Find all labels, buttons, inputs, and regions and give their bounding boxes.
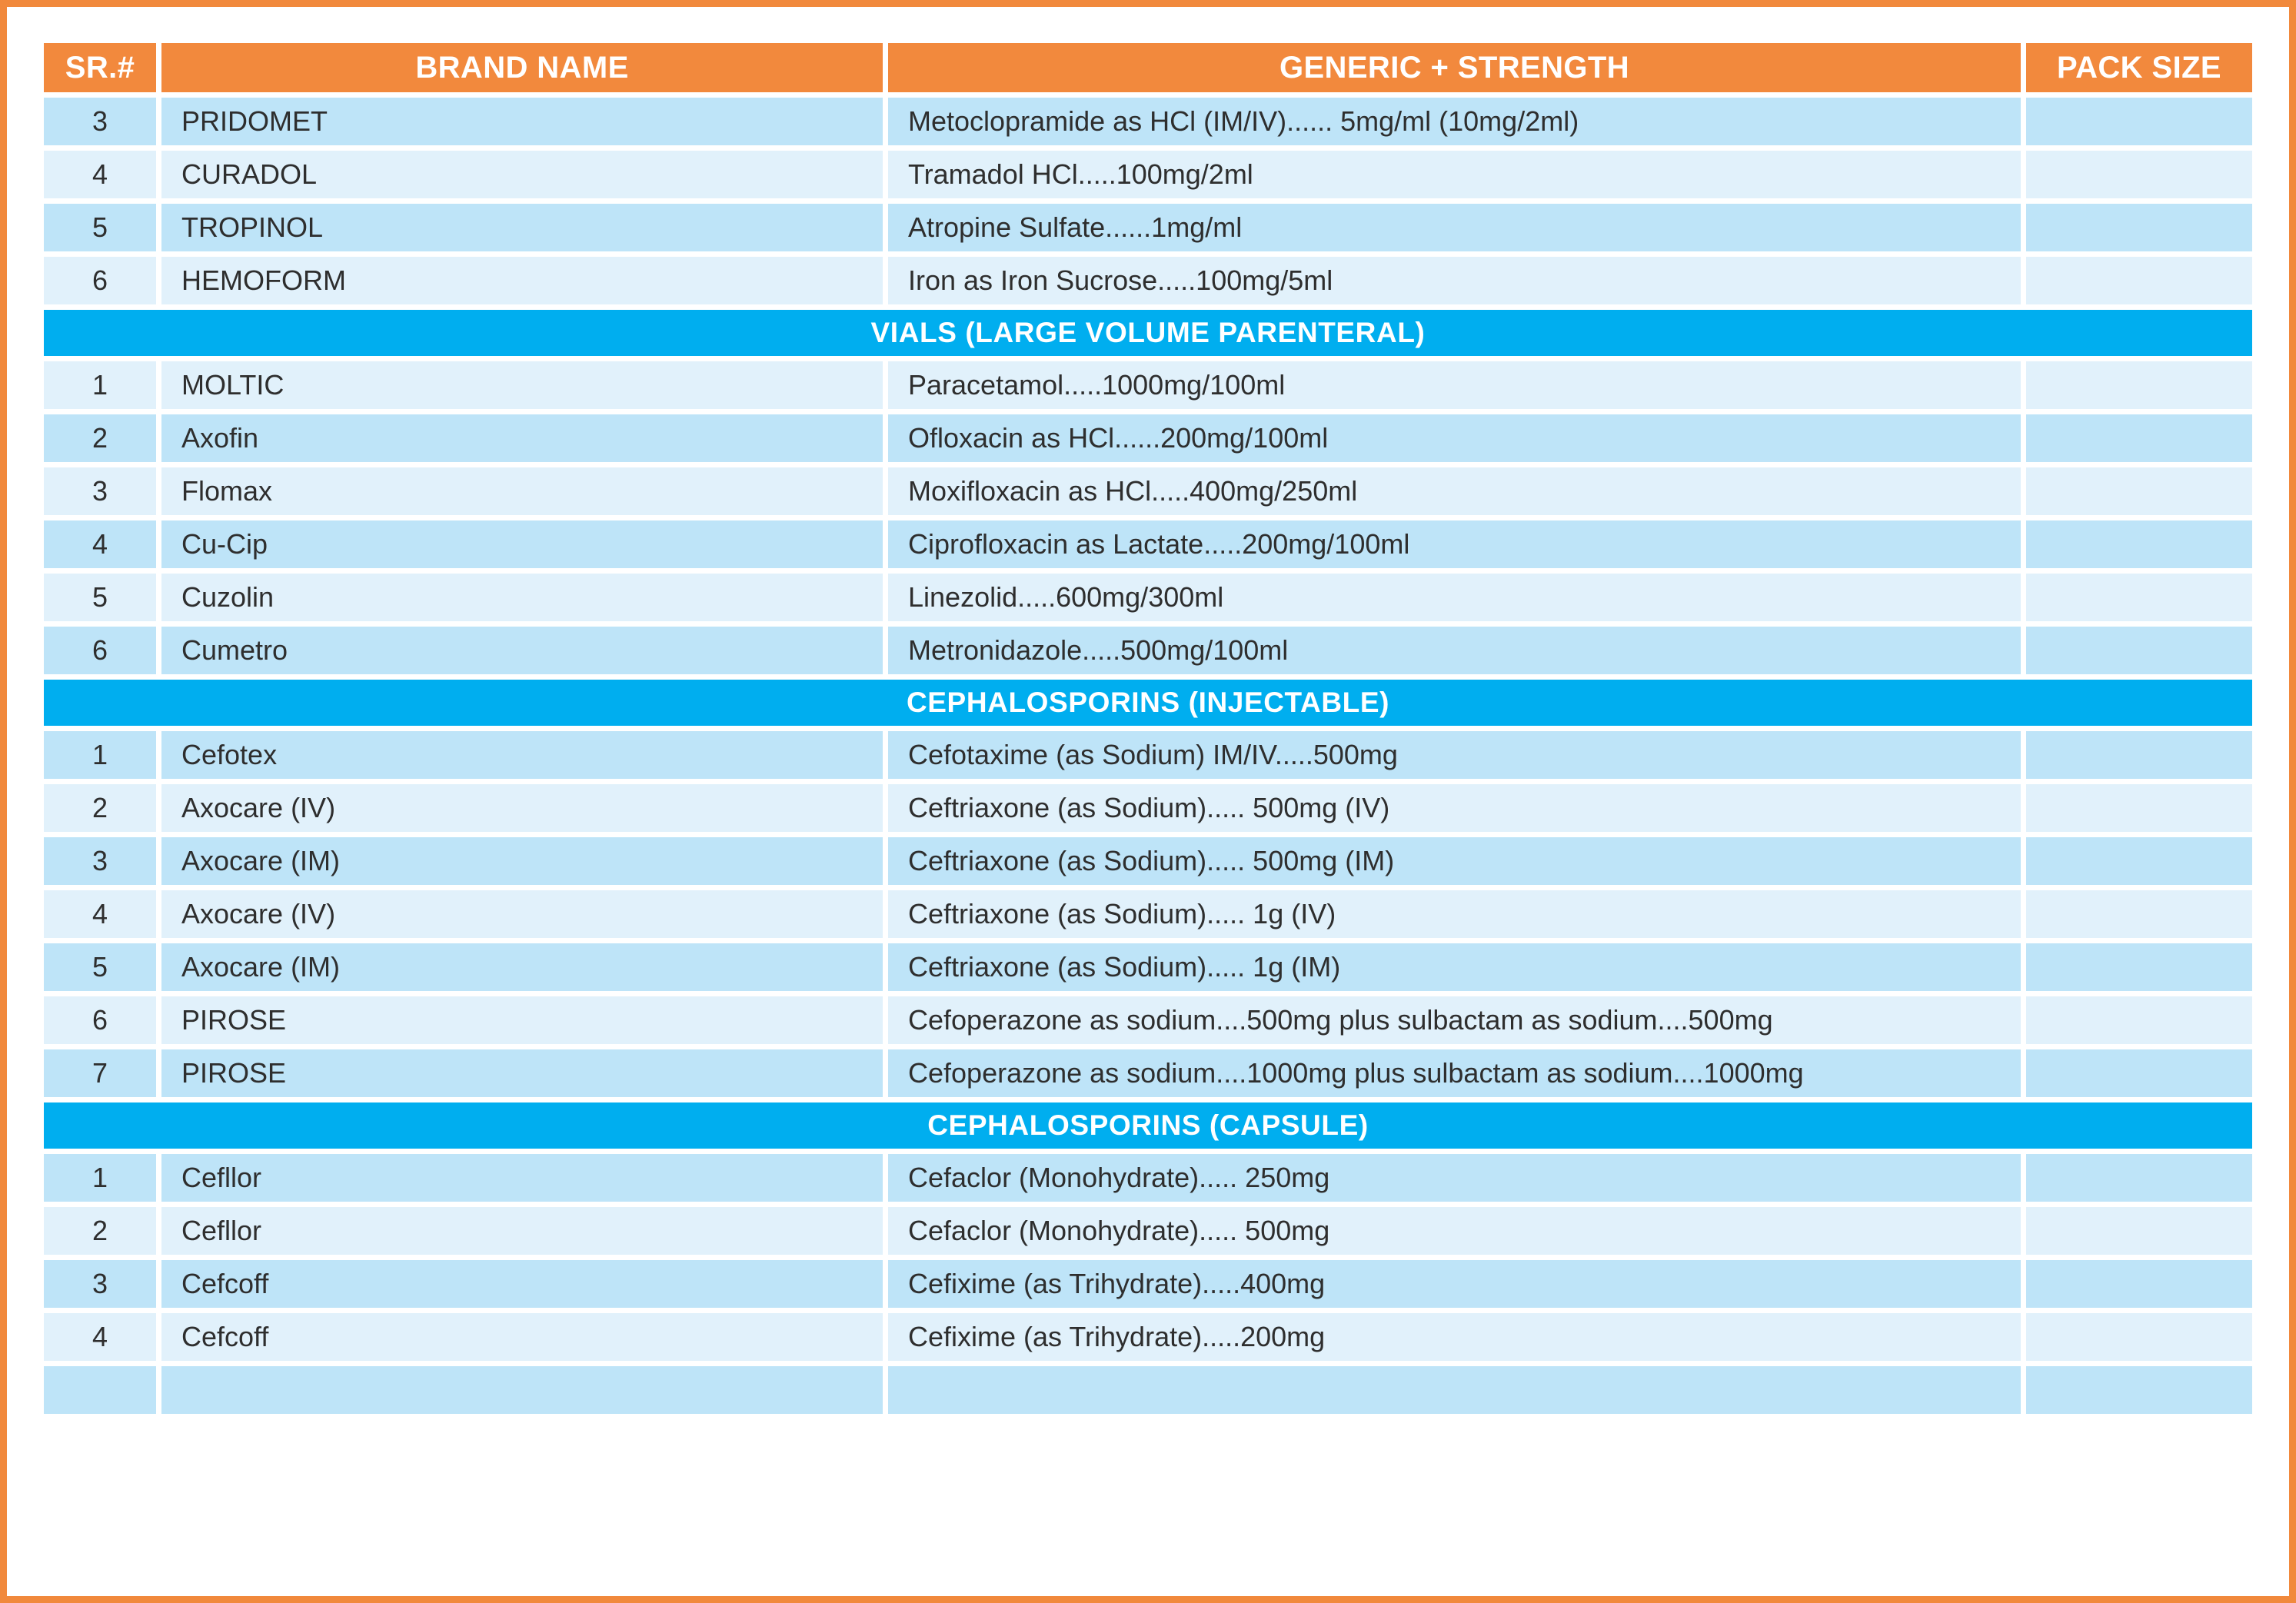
cell-brand: Axocare (IM) bbox=[161, 943, 883, 991]
cell-sr: 6 bbox=[44, 627, 156, 674]
cell-generic: Ofloxacin as HCl......200mg/100ml bbox=[888, 414, 2021, 462]
cell-sr: 2 bbox=[44, 784, 156, 832]
cell-generic: Iron as Iron Sucrose.....100mg/5ml bbox=[888, 257, 2021, 304]
table-body bbox=[44, 98, 2252, 1414]
empty-cell-pack bbox=[2026, 1366, 2252, 1414]
empty-table-row bbox=[44, 1366, 2252, 1414]
cell-sr: 3 bbox=[44, 1260, 156, 1308]
cell-sr: 4 bbox=[44, 890, 156, 938]
section-header-row bbox=[44, 1102, 2252, 1149]
section-header-label: VIALS (LARGE VOLUME PARENTERAL) bbox=[44, 310, 2252, 356]
table-row bbox=[44, 890, 2252, 938]
cell-generic: Metoclopramide as HCl (IM/IV)...... 5mg/ml (10mg/2ml) bbox=[888, 98, 2021, 145]
table-row bbox=[44, 996, 2252, 1044]
cell-generic: Tramadol HCl.....100mg/2ml bbox=[888, 151, 2021, 198]
product-price-table bbox=[38, 38, 2258, 1419]
cell-generic: Atropine Sulfate......1mg/ml bbox=[888, 204, 2021, 251]
cell-pack bbox=[2026, 1154, 2252, 1202]
cell-pack bbox=[2026, 151, 2252, 198]
cell-generic: Cefixime (as Trihydrate).....400mg bbox=[888, 1260, 2021, 1308]
cell-sr: 6 bbox=[44, 257, 156, 304]
cell-pack bbox=[2026, 414, 2252, 462]
cell-pack bbox=[2026, 1049, 2252, 1097]
cell-brand: Axocare (IV) bbox=[161, 784, 883, 832]
cell-sr: 4 bbox=[44, 1313, 156, 1361]
table-header-row bbox=[44, 43, 2252, 92]
column-header-pack: PACK SIZE bbox=[2026, 43, 2252, 92]
section-header-label: CEPHALOSPORINS (INJECTABLE) bbox=[44, 680, 2252, 726]
cell-sr: 2 bbox=[44, 414, 156, 462]
column-header-sr: SR.# bbox=[44, 43, 156, 92]
cell-pack bbox=[2026, 361, 2252, 409]
cell-sr: 5 bbox=[44, 943, 156, 991]
cell-sr: 2 bbox=[44, 1207, 156, 1255]
cell-brand: CURADOL bbox=[161, 151, 883, 198]
table-row bbox=[44, 837, 2252, 885]
cell-generic: Cefoperazone as sodium....1000mg plus sulbactam as sodium....1000mg bbox=[888, 1049, 2021, 1097]
cell-sr: 6 bbox=[44, 996, 156, 1044]
table-row bbox=[44, 731, 2252, 779]
table-row bbox=[44, 1260, 2252, 1308]
cell-sr: 4 bbox=[44, 151, 156, 198]
cell-pack bbox=[2026, 731, 2252, 779]
cell-brand: Axocare (IV) bbox=[161, 890, 883, 938]
table-row bbox=[44, 520, 2252, 568]
column-header-brand: BRAND NAME bbox=[161, 43, 883, 92]
cell-brand: Cefcoff bbox=[161, 1260, 883, 1308]
cell-sr: 7 bbox=[44, 1049, 156, 1097]
cell-generic: Ceftriaxone (as Sodium)..... 1g (IM) bbox=[888, 943, 2021, 991]
empty-cell-sr bbox=[44, 1366, 156, 1414]
section-header-row bbox=[44, 310, 2252, 356]
cell-pack bbox=[2026, 98, 2252, 145]
cell-brand: Axofin bbox=[161, 414, 883, 462]
cell-pack bbox=[2026, 890, 2252, 938]
table-row bbox=[44, 1154, 2252, 1202]
cell-generic: Moxifloxacin as HCl.....400mg/250ml bbox=[888, 467, 2021, 515]
cell-pack bbox=[2026, 1260, 2252, 1308]
cell-pack bbox=[2026, 520, 2252, 568]
section-header-label: CEPHALOSPORINS (CAPSULE) bbox=[44, 1102, 2252, 1149]
cell-brand: HEMOFORM bbox=[161, 257, 883, 304]
cell-brand: MOLTIC bbox=[161, 361, 883, 409]
table-row bbox=[44, 1049, 2252, 1097]
table-row bbox=[44, 784, 2252, 832]
table-row bbox=[44, 257, 2252, 304]
cell-brand: TROPINOL bbox=[161, 204, 883, 251]
cell-brand: Cu-Cip bbox=[161, 520, 883, 568]
cell-brand: Cefotex bbox=[161, 731, 883, 779]
cell-sr: 3 bbox=[44, 98, 156, 145]
table-row bbox=[44, 151, 2252, 198]
cell-generic: Cefoperazone as sodium....500mg plus sulbactam as sodium....500mg bbox=[888, 996, 2021, 1044]
cell-generic: Cefaclor (Monohydrate)..... 250mg bbox=[888, 1154, 2021, 1202]
table-row bbox=[44, 361, 2252, 409]
cell-generic: Cefotaxime (as Sodium) IM/IV.....500mg bbox=[888, 731, 2021, 779]
cell-sr: 4 bbox=[44, 520, 156, 568]
cell-generic: Ceftriaxone (as Sodium)..... 500mg (IV) bbox=[888, 784, 2021, 832]
cell-generic: Ciprofloxacin as Lactate.....200mg/100ml bbox=[888, 520, 2021, 568]
cell-sr: 3 bbox=[44, 467, 156, 515]
cell-brand: PRIDOMET bbox=[161, 98, 883, 145]
cell-pack bbox=[2026, 574, 2252, 621]
cell-pack bbox=[2026, 1207, 2252, 1255]
cell-sr: 1 bbox=[44, 1154, 156, 1202]
cell-brand: PIROSE bbox=[161, 1049, 883, 1097]
cell-generic: Metronidazole.....500mg/100ml bbox=[888, 627, 2021, 674]
empty-cell-brand bbox=[161, 1366, 883, 1414]
column-header-generic: GENERIC + STRENGTH bbox=[888, 43, 2021, 92]
cell-pack bbox=[2026, 1313, 2252, 1361]
table-row bbox=[44, 627, 2252, 674]
cell-brand: Cuzolin bbox=[161, 574, 883, 621]
table-row bbox=[44, 414, 2252, 462]
cell-brand: Cefllor bbox=[161, 1154, 883, 1202]
cell-pack bbox=[2026, 943, 2252, 991]
cell-brand: Cefcoff bbox=[161, 1313, 883, 1361]
cell-generic: Cefaclor (Monohydrate)..... 500mg bbox=[888, 1207, 2021, 1255]
table-row bbox=[44, 574, 2252, 621]
cell-pack bbox=[2026, 627, 2252, 674]
cell-brand: PIROSE bbox=[161, 996, 883, 1044]
cell-sr: 1 bbox=[44, 731, 156, 779]
cell-pack bbox=[2026, 996, 2252, 1044]
table-row bbox=[44, 1207, 2252, 1255]
cell-brand: Flomax bbox=[161, 467, 883, 515]
cell-generic: Ceftriaxone (as Sodium)..... 500mg (IM) bbox=[888, 837, 2021, 885]
table-row bbox=[44, 1313, 2252, 1361]
cell-pack bbox=[2026, 204, 2252, 251]
cell-sr: 3 bbox=[44, 837, 156, 885]
cell-sr: 5 bbox=[44, 574, 156, 621]
cell-sr: 1 bbox=[44, 361, 156, 409]
cell-generic: Cefixime (as Trihydrate).....200mg bbox=[888, 1313, 2021, 1361]
product-table-container bbox=[44, 43, 2254, 1414]
cell-generic: Ceftriaxone (as Sodium)..... 1g (IV) bbox=[888, 890, 2021, 938]
cell-sr: 5 bbox=[44, 204, 156, 251]
cell-pack bbox=[2026, 467, 2252, 515]
cell-brand: Cumetro bbox=[161, 627, 883, 674]
table-row bbox=[44, 943, 2252, 991]
cell-generic: Paracetamol.....1000mg/100ml bbox=[888, 361, 2021, 409]
cell-generic: Linezolid.....600mg/300ml bbox=[888, 574, 2021, 621]
cell-pack bbox=[2026, 837, 2252, 885]
table-header bbox=[44, 43, 2252, 92]
cell-pack bbox=[2026, 257, 2252, 304]
empty-cell-generic bbox=[888, 1366, 2021, 1414]
section-header-row bbox=[44, 680, 2252, 726]
table-row bbox=[44, 204, 2252, 251]
cell-brand: Cefllor bbox=[161, 1207, 883, 1255]
cell-brand: Axocare (IM) bbox=[161, 837, 883, 885]
table-row bbox=[44, 98, 2252, 145]
table-row bbox=[44, 467, 2252, 515]
cell-pack bbox=[2026, 784, 2252, 832]
